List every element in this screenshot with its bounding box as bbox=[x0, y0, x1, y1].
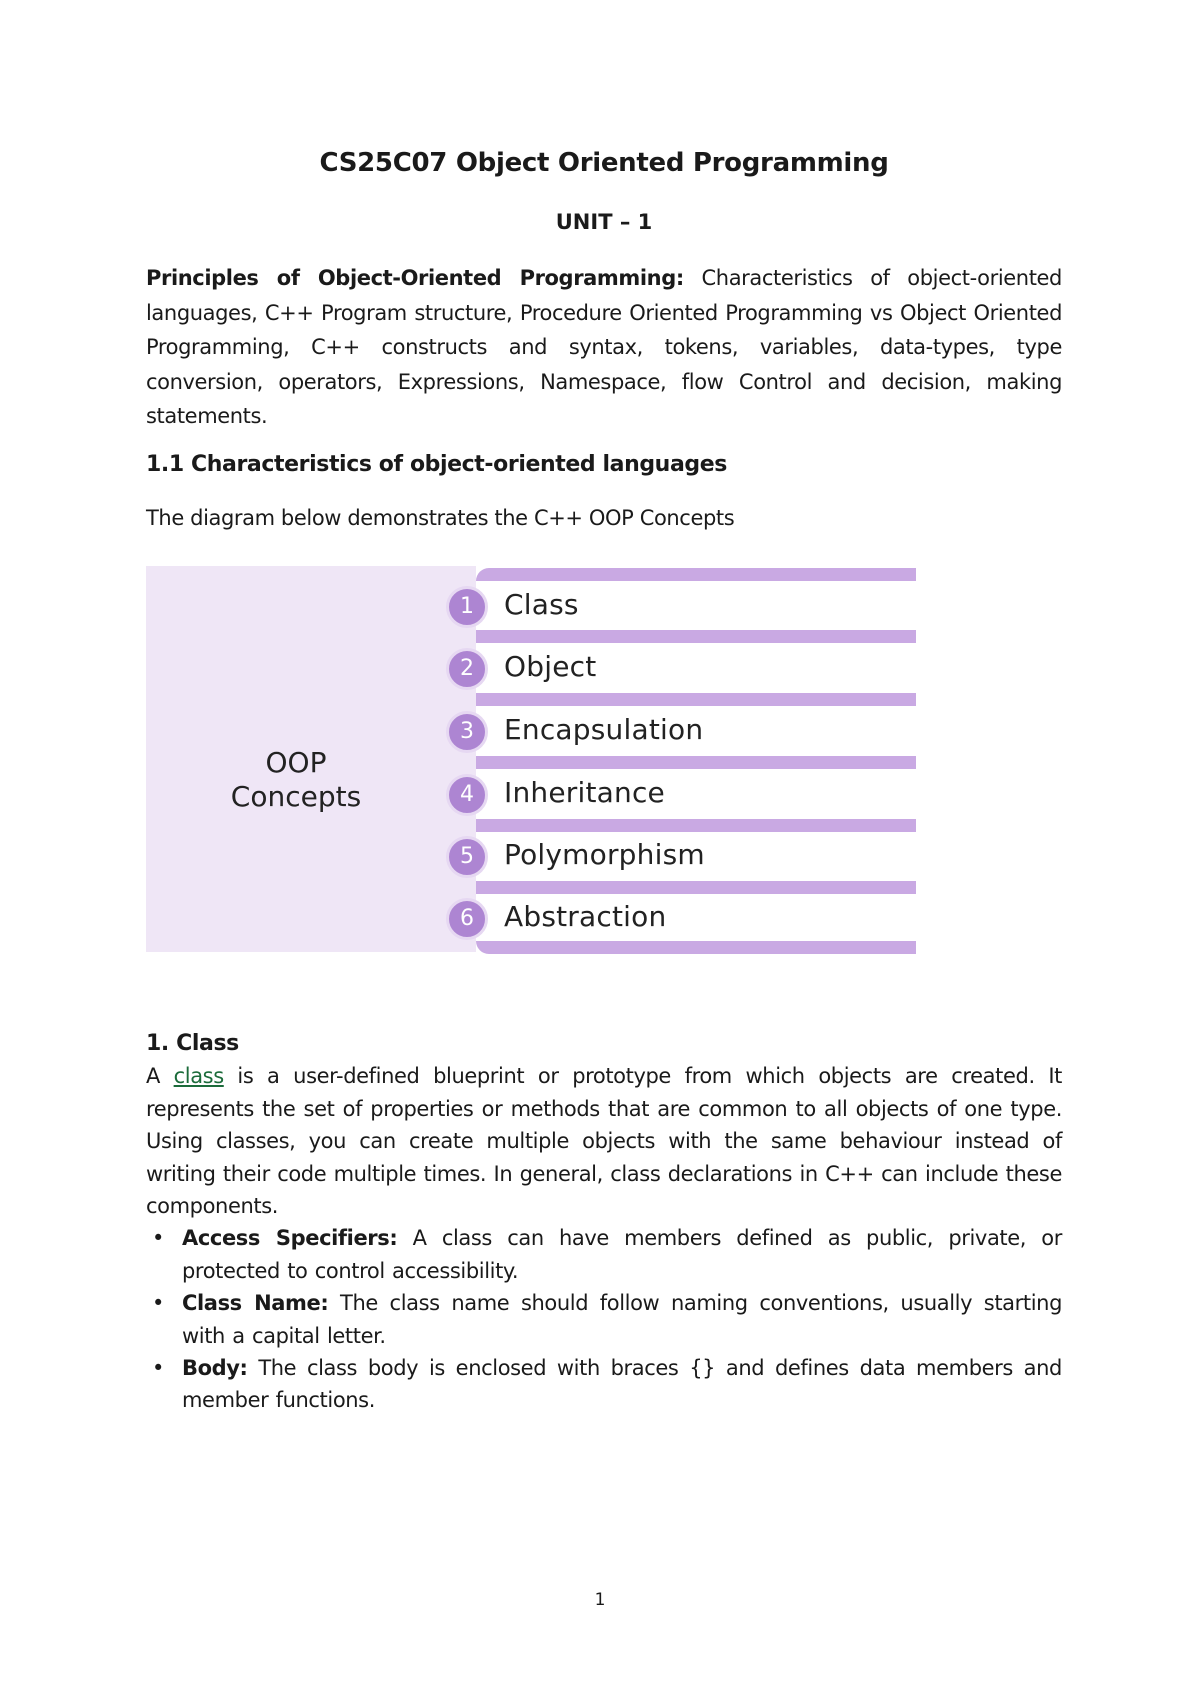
diagram-item-class bbox=[446, 580, 916, 630]
number-badge: 2 bbox=[446, 648, 488, 690]
document-title: CS25C07 Object Oriented Programming bbox=[319, 148, 889, 178]
class-section bbox=[146, 1028, 1062, 1417]
diagram-item-polymorphism bbox=[446, 830, 916, 880]
list-item bbox=[146, 1287, 1062, 1352]
bullet-icon: • bbox=[152, 1291, 164, 1316]
diagram-band bbox=[476, 941, 916, 954]
number-badge: 3 bbox=[446, 711, 488, 753]
number-badge: 6 bbox=[446, 898, 488, 940]
bullet-icon: • bbox=[152, 1226, 164, 1251]
number-badge: 5 bbox=[446, 836, 488, 878]
diagram-item-encapsulation bbox=[446, 705, 916, 755]
section-intro-text: The diagram below demonstrates the C++ OOP Concepts bbox=[146, 506, 735, 530]
bullet-term: Class Name: bbox=[182, 1291, 329, 1316]
bullet-text: The class body is enclosed with braces {} and defines data members and member functions. bbox=[182, 1356, 1062, 1413]
diagram-item-label: Encapsulation bbox=[504, 713, 704, 746]
syllabus-lead: Principles of Object-Oriented Programming: bbox=[146, 266, 684, 290]
syllabus-text: Characteristics of object-oriented languages, C++ Program structure, Procedure Oriented Programming vs Object Oriented Programming, C++ constructs and syntax, tokens, variables, data-types, type conversion, operators, Expressions, Namespace, flow Control and decision, making statements. bbox=[146, 266, 1062, 428]
diagram-item-object bbox=[446, 642, 916, 692]
unit-syllabus-paragraph bbox=[146, 261, 1062, 434]
bullet-icon: • bbox=[152, 1356, 164, 1381]
diagram-list bbox=[446, 566, 916, 952]
list-item bbox=[146, 1352, 1062, 1417]
diagram-item-label: Inheritance bbox=[504, 776, 665, 809]
bullet-text: The class name should follow naming conventions, usually starting with a capital letter. bbox=[182, 1291, 1062, 1348]
class-components-list bbox=[146, 1222, 1062, 1416]
number-badge: 1 bbox=[446, 586, 488, 628]
bullet-term: Access Specifiers: bbox=[182, 1226, 398, 1251]
diagram-item-label: Object bbox=[504, 650, 597, 683]
number-badge: 4 bbox=[446, 774, 488, 816]
list-item bbox=[146, 1222, 1062, 1287]
diagram-title bbox=[146, 746, 446, 814]
diagram-item-label: Abstraction bbox=[504, 900, 667, 933]
diagram-title-line2: Concepts bbox=[230, 780, 362, 813]
diagram-item-label: Class bbox=[504, 588, 579, 621]
bullet-text: A class can have members defined as public, private, or protected to control accessibility. bbox=[182, 1226, 1062, 1283]
diagram-title-line1: OOP bbox=[265, 746, 327, 779]
unit-heading: UNIT – 1 bbox=[555, 210, 653, 234]
page-number: 1 bbox=[594, 1590, 606, 1610]
bullet-term: Body: bbox=[182, 1356, 248, 1381]
class-para-pre: A bbox=[146, 1064, 174, 1089]
class-paragraph bbox=[146, 1060, 1062, 1222]
class-link[interactable]: class bbox=[173, 1064, 224, 1089]
oop-concepts-diagram bbox=[146, 566, 916, 952]
class-para-post: is a user-defined blueprint or prototype from which objects are created. It represents the set of properties or methods that are common to all objects of one type. Using classes, you can create multiple objects with the same behaviour instead of writing their code multiple times. In general, class declarations in C++ can include these components. bbox=[146, 1064, 1062, 1219]
diagram-item-label: Polymorphism bbox=[504, 838, 705, 871]
class-heading: 1. Class bbox=[146, 1031, 239, 1056]
diagram-item-inheritance bbox=[446, 768, 916, 818]
diagram-item-abstraction bbox=[446, 892, 916, 942]
section-heading: 1.1 Characteristics of object-oriented languages bbox=[146, 452, 727, 477]
